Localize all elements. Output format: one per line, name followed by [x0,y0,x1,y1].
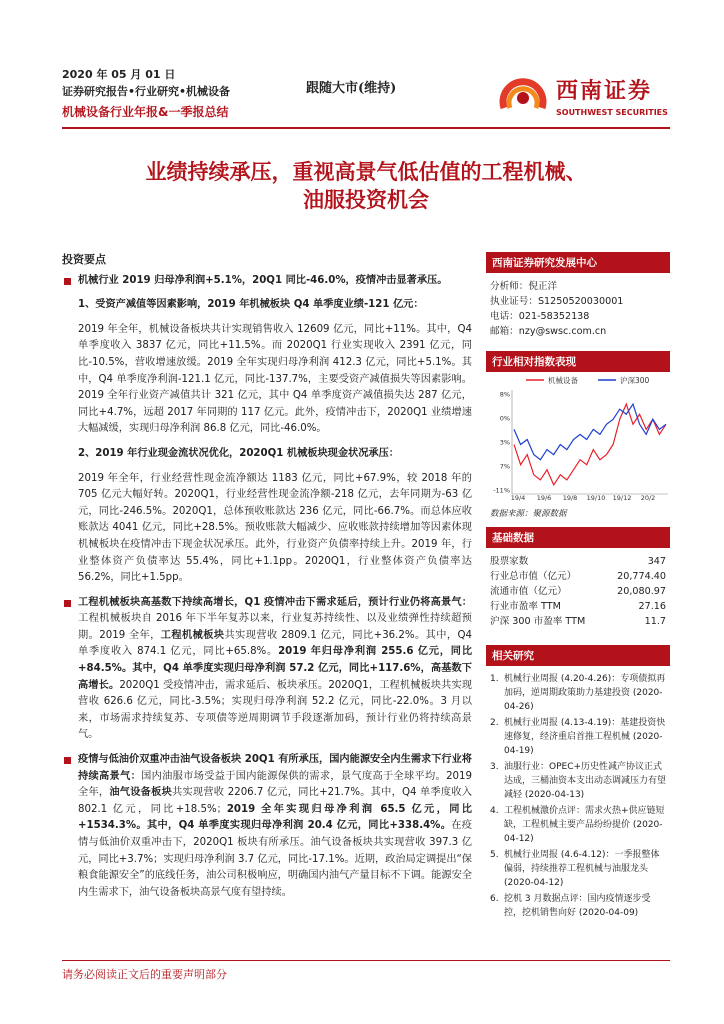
bullet-2-text-b: 共实现营收 2809.1 亿元，同比+36.2%。其中，Q4 单季度收入 874.1 亿元，同比+65.8%。 [78,629,472,658]
x-tick-label: 19/10 [586,494,606,502]
bullet-3-bold-c: 2019 全年实现归母净利润 65.5 亿元，同比+1534.3%。其中，Q4 单季度实现归母净利润 20.4 亿元，同比+338.4%。 [78,803,472,832]
analyst-license: 执业证号：S1250520030001 [490,296,624,307]
bullet-3-bold-a: 疫情与低油价双重冲击油气设备板块 20Q1 有所承压，国内能源安全内生需求下行业将持续高景气： [78,754,472,782]
y-tick-label: 0% [499,414,510,423]
basic-data-row [486,599,670,614]
chart-source: 数据来源：聚源数据 [490,509,567,519]
subsection-2-body: 2019 年全年，行业经营性现金流净额达 1183 亿元，同比+67.9%，较 2018 年的 705 亿元大幅好转。2020Q1，行业经营性现金流净额-218 亿元，去年同期为-63 亿元，同比-246.5%。2020Q1，总体预收账款达 236 亿元，同比-66.7%。而总体应收账款达 4041 亿元，同比+28.5%。预收账款大幅减少、应收账款持续增加等因素体现机械板块在疫情冲击下现金状况承压。此外，行业资产负债率持续上升。2019 年，行业整体资产负债率达 55.4%，同比+1.1pp。2020Q1，行业整体资产负债率达 56.2%，同比+1.5pp。 [78,472,472,584]
bullet-3-text-a: 国内油服市场受益于国内能源保供的需求，景气度高于全球平均。2019 全年， [78,770,472,799]
basic-data-value: 27.16 [638,601,666,612]
related-text: 机械行业周报 (4.13-4.19)：基建投资快速修复，经济重启首推工程机械 (2020-04-19) [504,718,666,756]
sidebar-center-title: 西南证券研究发展中心 [486,252,670,273]
x-tick-label: 19/4 [510,494,526,502]
basic-data-row [486,584,670,599]
x-tick-label: 19/6 [536,494,552,502]
y-tick-label: 3% [499,438,510,447]
x-tick-label: 20/2 [640,494,656,502]
series-line-1 [514,404,666,485]
main-content [62,252,472,901]
y-tick-label: -11% [493,486,510,495]
title-line-2: 油服投资机会 [303,187,429,212]
basic-data-value: 20,774.40 [617,571,666,582]
basic-data-row [486,614,670,629]
basic-data-value: 347 [647,556,666,567]
logo-en: SOUTHWEST SECURITIES [556,108,668,117]
bullet-2-text-a: 工程机械板块自 2016 年下半年复苏以来，行业复苏持续性、以及业绩弹性持续超预期。2019 全年， [78,613,472,641]
analyst-name: 分析师：倪正洋 [490,281,558,292]
report-subtitle: 机械设备行业年报&一季报总结 [62,105,229,119]
x-tick-label: 19/12 [612,494,632,502]
analyst-info [486,273,670,343]
legend-label-1: 机械设备 [548,376,578,385]
title-line-1: 业绩持续承压，重视高景气低估值的工程机械、 [145,159,587,184]
series-line-2 [514,404,666,460]
bullet-2-bold-a: 工程机械板块高基数下持续高增长，Q1 疫情冲击下需求延后，预计行业仍将高景气： [78,596,472,608]
report-type: 证券研究报告•行业研究•机械设备 [62,85,231,98]
perf-title: 行业相对指数表现 [486,351,670,372]
bullet-2-bold-c: 2019 年归母净利润 255.6 亿元，同比+84.5%。其中，Q4 单季度实现归母净利润 57.2 亿元，同比+117.6%，高基数下高增长。 [78,646,473,691]
y-tick-label: 7% [499,462,510,471]
subsection-1-title: 1、受资产减值等因素影响，2019 年机械板块 Q4 单季度业绩-121 亿元： [78,299,424,311]
related-item[interactable] [486,892,670,920]
related-text: 工程机械激价点评：需求火热+供应链短缺，工程机械主要产品纷纷提价 (2020-04-12) [504,806,665,844]
related-item[interactable] [486,760,670,802]
legend-label-2: 沪深300 [620,376,650,385]
logo-cn: 西南证券 [556,78,653,104]
basic-data-key: 沪深 300 市盈率 TTM [490,616,586,627]
basic-data-list [486,548,670,629]
basic-data-key: 行业总市值（亿元） [490,571,577,582]
header-divider [62,127,670,129]
related-text: 油服行业：OPEC+历史性减产协议正式达成，三桶油资本支出动态调减压力有望减轻 (2020-04-13) [504,762,667,800]
section-label: 投资要点 [62,253,106,266]
bullet-3 [62,752,472,901]
sidebar [486,252,670,922]
related-title: 相关研究 [486,645,670,666]
report-date: 2020 年 05 月 01 日 [62,68,176,81]
performance-chart [486,372,670,502]
subsection-2-title: 2、2019 年行业现金流状况优化，2020Q1 机械板块现金状况承压： [78,447,399,459]
y-tick-label: 8% [499,390,510,399]
basic-data-value: 11.7 [644,616,666,627]
analyst-email[interactable]: 邮箱：nzy@swsc.com.cn [490,326,607,337]
basic-data-title: 基础数据 [486,527,670,548]
related-text: 挖机 3 月数据点评：国内疫情逐步受控，挖机销售向好 (2020-04-09) [504,894,651,918]
basic-data-row [486,569,670,584]
bullet-3-bold-b: 油气设备板块 [109,787,173,799]
logo-emblem-icon [494,64,552,122]
page-title [62,158,670,214]
basic-data-key: 流通市值（亿元） [490,586,567,597]
related-number: 4. [490,806,499,816]
related-number: 2. [490,718,499,728]
footer-disclaimer[interactable]: 请务必阅读正文后的重要声明部分 [62,968,227,981]
related-text: 机械行业周报 (4.20-4.26)：专项债拟再加码，逆周期政策助力基建投资 (2020-04-26) [504,674,666,712]
related-item[interactable] [486,672,670,714]
rating: 跟随大市(维持) [306,81,397,96]
analyst-phone: 电话：021-58352138 [490,311,590,322]
related-list [486,666,670,920]
related-number: 3. [490,762,499,772]
related-number: 6. [490,894,499,904]
related-number: 1. [490,674,499,684]
related-item[interactable] [486,716,670,758]
related-item[interactable] [486,804,670,846]
subsection-1-body: 2019 年全年，机械设备板块共计实现销售收入 12609 亿元，同比+11%。其中，Q4 单季度收入 3837 亿元，同比+11.5%。而 2020Q1 行业实现收入 2391 亿元，同比-10.5%，营收增速放缓。2019 全年实现归母净利润 412.3 亿元，同比+5.1%。其中，Q4 单季度净利润-121.1 亿元，同比-137.7%，主要受资产减值损失等因素影响。2019 全年行业资产减值共计 321 亿元，其中 Q4 单季度资产减值损失达 287 亿元，同比+4.7%，远超 2017 年同期的 117 亿元。此外，疫情冲击下，2020Q1 业绩增速大幅减缓，实现归母净利润 86.8 亿元，同比-46.0%。 [78,323,472,435]
related-text: 机械行业周报 (4.6-4.12)：一季报整体偏弱，持续推荐工程机械与油服龙头 (2020-04-12) [504,850,660,888]
basic-data-key: 行业市盈率 TTM [490,601,561,612]
bullet-2-text-c: 2020Q1 受疫情冲击，需求延后、板块承压。2020Q1，工程机械板块共实现营收 626.6 亿元，同比-3.5%；实现归母净利润 52.2 亿元，同比-22.0%。3 月以来，市场需求持续复苏、专项债等逆周期调节手段逐渐加码，预计行业仍将持续高景气。 [78,679,473,741]
basic-data-value: 20,080.97 [617,586,666,597]
footer-divider [62,960,670,961]
bullet-3-text-c: 在疫情与低油价双重冲击下，2020Q1 板块有所承压。油气设备板块共实现营收 397.3 亿元，同比+3.7%；实现归母净利润 3.7 亿元，同比-17.1%。近期，政治局定调提出“保粮食能源安全”的底线任务，油公司积极响应，明确国内油气产量目标不下调。能源安全内生需求下，油气设备板块高景气度有望持续。 [78,820,472,898]
bullet-3-text-b: 共实现营收 2206.7 亿元，同比+21.7%。其中，Q4 单季度收入 802.1 亿元，同比+18.5%； [78,787,473,815]
bullet-1-title: 机械行业 2019 归母净利润+5.1%，20Q1 同比-46.0%，疫情冲击显著承压。 [62,273,472,290]
bullet-2-bold-b: 工程机械板块 [160,629,225,641]
basic-data-row [486,554,670,569]
related-number: 5. [490,850,499,860]
x-tick-label: 19/8 [562,494,578,502]
company-logo [494,64,674,124]
bullet-2 [62,595,472,744]
related-item[interactable] [486,848,670,890]
basic-data-key: 股票家数 [490,556,529,567]
